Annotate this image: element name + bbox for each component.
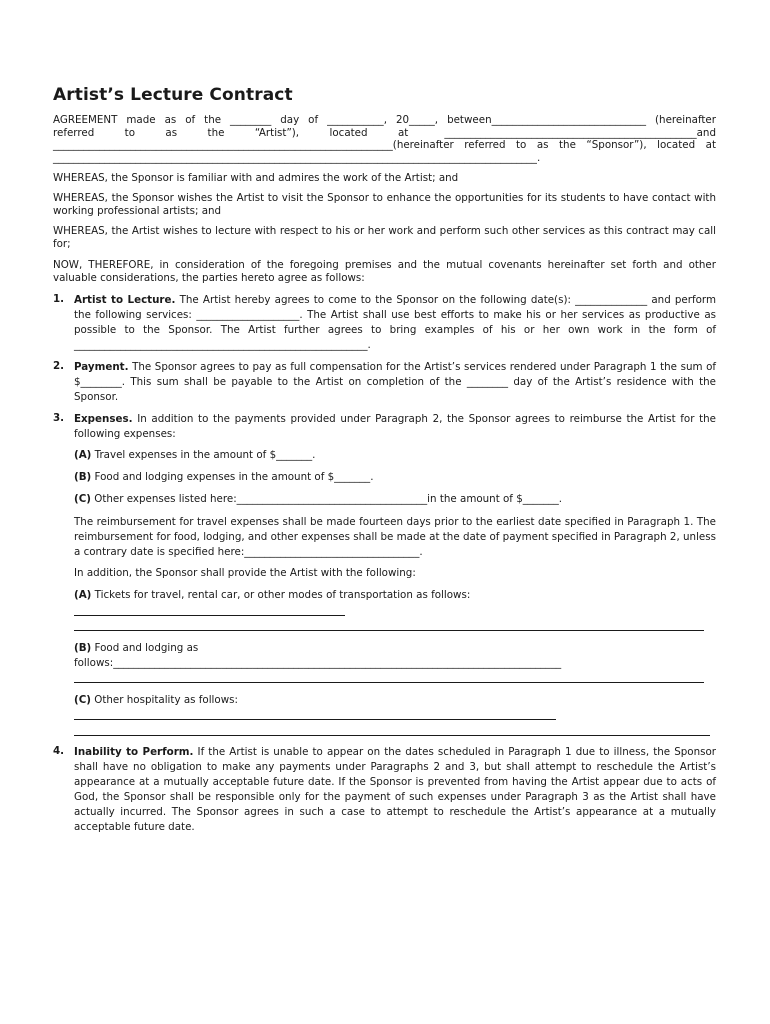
expense-item-c [74,493,562,505]
expense-c-label: (C) [74,493,91,505]
section-3-body: In addition to the payments provided under Paragraph 2, the Sponsor agrees to reimburse the Artist for the following expenses: [74,413,717,440]
intro-line-2 [53,127,716,140]
intro-line-3: __________________________________________________________________(hereinafter referred to as the “Sponsor”), located at [53,139,716,152]
section-3-number: 3. [53,412,65,424]
reimbursement-paragraph: The reimbursement for travel expenses shall be made fourteen days prior to the earliest date specified in Paragraph 1. The reimbursement for food, lodging, and other expenses shall be made at the date of payment specified in Paragraph 2, unless a contrary date is specified here:__________________________________. [74,516,716,558]
section-3 [74,412,716,442]
provision-a-label: (A) [74,589,92,601]
provision-c-label: (C) [74,694,91,706]
provision-a-blank-1 [74,615,345,616]
section-4-heading: Inability to Perform. [74,746,194,758]
expense-item-a [74,449,315,461]
provision-item-b [74,642,198,654]
whereas-clause-3: WHEREAS, the Artist wishes to lecture with respect to his or her work and perform such other services as this contract may call for; [53,225,716,250]
section-2-body: The Sponsor agrees to pay as full compensation for the Artist’s services rendered under Paragraph 1 the sum of $________. This sum shall be payable to the Artist on completion of the ________ day of the Artist’s residence with the Sponsor. [74,361,716,403]
provision-b-blank [74,682,704,683]
whereas-clause-1: WHEREAS, the Sponsor is familiar with and admires the work of the Artist; and [53,172,459,184]
section-1-heading: Artist to Lecture. [74,294,176,306]
provision-a-blank-2 [74,630,704,631]
provision-c-blank-2 [74,735,710,736]
provision-b-text-1: Food and lodging as [94,642,199,654]
whereas-clause-2: WHEREAS, the Sponsor wishes the Artist to visit the Sponsor to enhance the opportunities for its students to have contact with working professional artists; and [53,192,716,217]
provision-item-c [74,694,238,706]
section-1-number: 1. [53,293,65,305]
section-2 [74,360,716,405]
provision-a-text: Tickets for travel, rental car, or other modes of transportation as follows: [94,589,471,601]
provision-c-text: Other hospitality as follows: [94,694,238,706]
section-2-number: 2. [53,360,65,372]
section-4 [74,745,716,835]
section-1-body: The Artist hereby agrees to come to the Sponsor on the following date(s): ______________ and perform the following services: ____________________. The Artist shall use best efforts to make his or her services as productive as possible to the Sponsor. The Artist further agrees to bring examples of his or her own work in the form of _________________________________________________________. [74,294,717,351]
expense-item-b [74,471,373,483]
expense-a-text: Travel expenses in the amount of $_______. [94,449,316,461]
now-therefore-clause: NOW, THEREFORE, in consideration of the foregoing premises and the mutual covenants hereinafter set forth and other valuable considerations, the parties hereto agree as follows: [53,259,716,284]
intro-line-2-blank: _________________________________________________and [444,126,716,139]
section-2-heading: Payment. [74,361,129,373]
section-3-heading: Expenses. [74,413,133,425]
expense-b-text: Food and lodging expenses in the amount of $_______. [94,471,374,483]
expense-b-label: (B) [74,471,92,483]
provision-b-text-2: follows:_______________________________________________________________________________________ [74,657,562,669]
expense-a-label: (A) [74,449,92,461]
provision-c-blank-1 [74,719,556,720]
in-addition-text: In addition, the Sponsor shall provide the Artist with the following: [74,567,416,579]
provision-b-label: (B) [74,642,92,654]
intro-line-2-text: referred to as the “Artist”), located at [53,126,409,139]
intro-line-1: AGREEMENT made as of the ________ day of ___________, 20_____, between______________________________ (hereinafter [53,114,716,126]
agreement-intro [53,114,716,165]
section-4-number: 4. [53,745,65,757]
expense-c-text: Other expenses listed here:_____________________________________in the amount of $_______. [94,493,563,505]
intro-line-4: ______________________________________________________________________________________________. [53,152,541,165]
section-1 [74,293,716,353]
page-title: Artist’s Lecture Contract [53,85,293,105]
provision-item-a [74,589,470,601]
section-4-body: If the Artist is unable to appear on the dates scheduled in Paragraph 1 due to illness, the Sponsor shall have no obligation to make any payments under Paragraphs 2 and 3, but shall attempt to reschedule the Artist’s appearance at a mutually acceptable future date. If the Sponsor is prevented from having the Artist appear due to acts of God, the Sponsor shall be responsible only for the payment of such expenses under Paragraph 3 as the Artist shall have actually incurred. The Sponsor agrees in such a case to attempt to reschedule the Artist’s appearance at a mutually acceptable future date. [74,746,716,833]
